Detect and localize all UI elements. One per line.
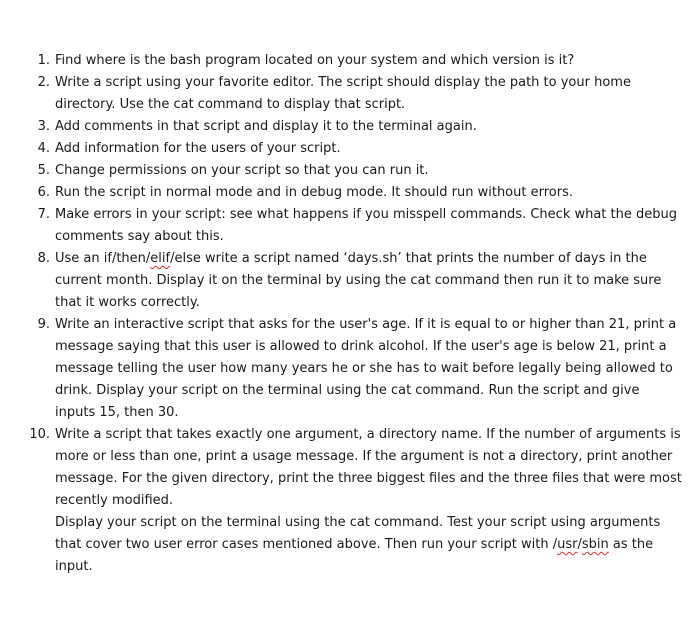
spellcheck-flagged-word: usr [557,537,578,552]
task-paragraph-1: Write a script that takes exactly one argument, a directory name. If the number of arguments is more or less than one, print a usage message. If the argument is not a directory, print another message. For the given directory, print the three biggest files and the three files that were most recently modified. [55,427,682,508]
task-text: Run the script in normal mode and in debug mode. It should run without errors. [55,185,573,200]
task-number: 3. [37,119,50,134]
task-text: Add information for the users of your script. [55,141,341,156]
task-text: Change permissions on your script so that you can run it. [55,163,429,178]
task-text [55,248,682,314]
task-text [55,424,682,578]
task-number: 2. [37,75,50,90]
spellcheck-flagged-word: elif [150,251,171,266]
task-item-4 [22,138,682,160]
task-list [22,50,682,578]
task-number: 1. [37,53,50,68]
task-item-10 [22,424,682,578]
task-item-7 [22,204,682,248]
task-number: 8. [37,251,50,266]
spellcheck-flagged-word: sbin [581,537,609,552]
task-item-8 [22,248,682,314]
task-item-3 [22,116,682,138]
task-text: Make errors in your script: see what happens if you misspell commands. Check what the debug comments say about this. [55,207,678,244]
task-text: Add comments in that script and display it to the terminal again. [55,119,477,134]
task-text-start: Use an if/then/ [55,251,151,266]
task-item-9 [22,314,682,424]
task-number: 4. [37,141,50,156]
task-item-2 [22,72,682,116]
task-text-start: Display your script on the terminal using the cat command. Test your script using arguments that cover two user error cases mentioned above. Then run your script with / [55,515,661,552]
task-item-1 [22,50,682,72]
task-text: Find where is the bash program located on your system and which version is it? [55,53,575,68]
path-separator: / [577,537,582,552]
task-number: 9. [37,317,50,332]
task-text: Write a script using your favorite editor. The script should display the path to your home directory. Use the cat command to display that script. [55,75,631,112]
task-number: 6. [37,185,50,200]
task-text-end: as the input. [55,537,654,574]
task-text: Write an interactive script that asks for the user's age. If it is equal to or higher than 21, print a message saying that this user is allowed to drink alcohol. If the user's age is below 21, print a message telling the user how many years he or she has to wait before legally being allowed to drink. Display your script on the terminal using the cat command. Run the script and give inputs 15, then 30. [55,317,677,420]
task-number: 7. [37,207,50,222]
task-text-end: /else write a script named ‘days.sh’ that prints the number of days in the current month. Display it on the terminal by using the cat command then run it to make sure that it works correctly. [55,251,662,310]
task-number: 10. [29,427,50,442]
task-item-5 [22,160,682,182]
task-number: 5. [37,163,50,178]
task-paragraph-2 [55,512,682,578]
task-item-6 [22,182,682,204]
